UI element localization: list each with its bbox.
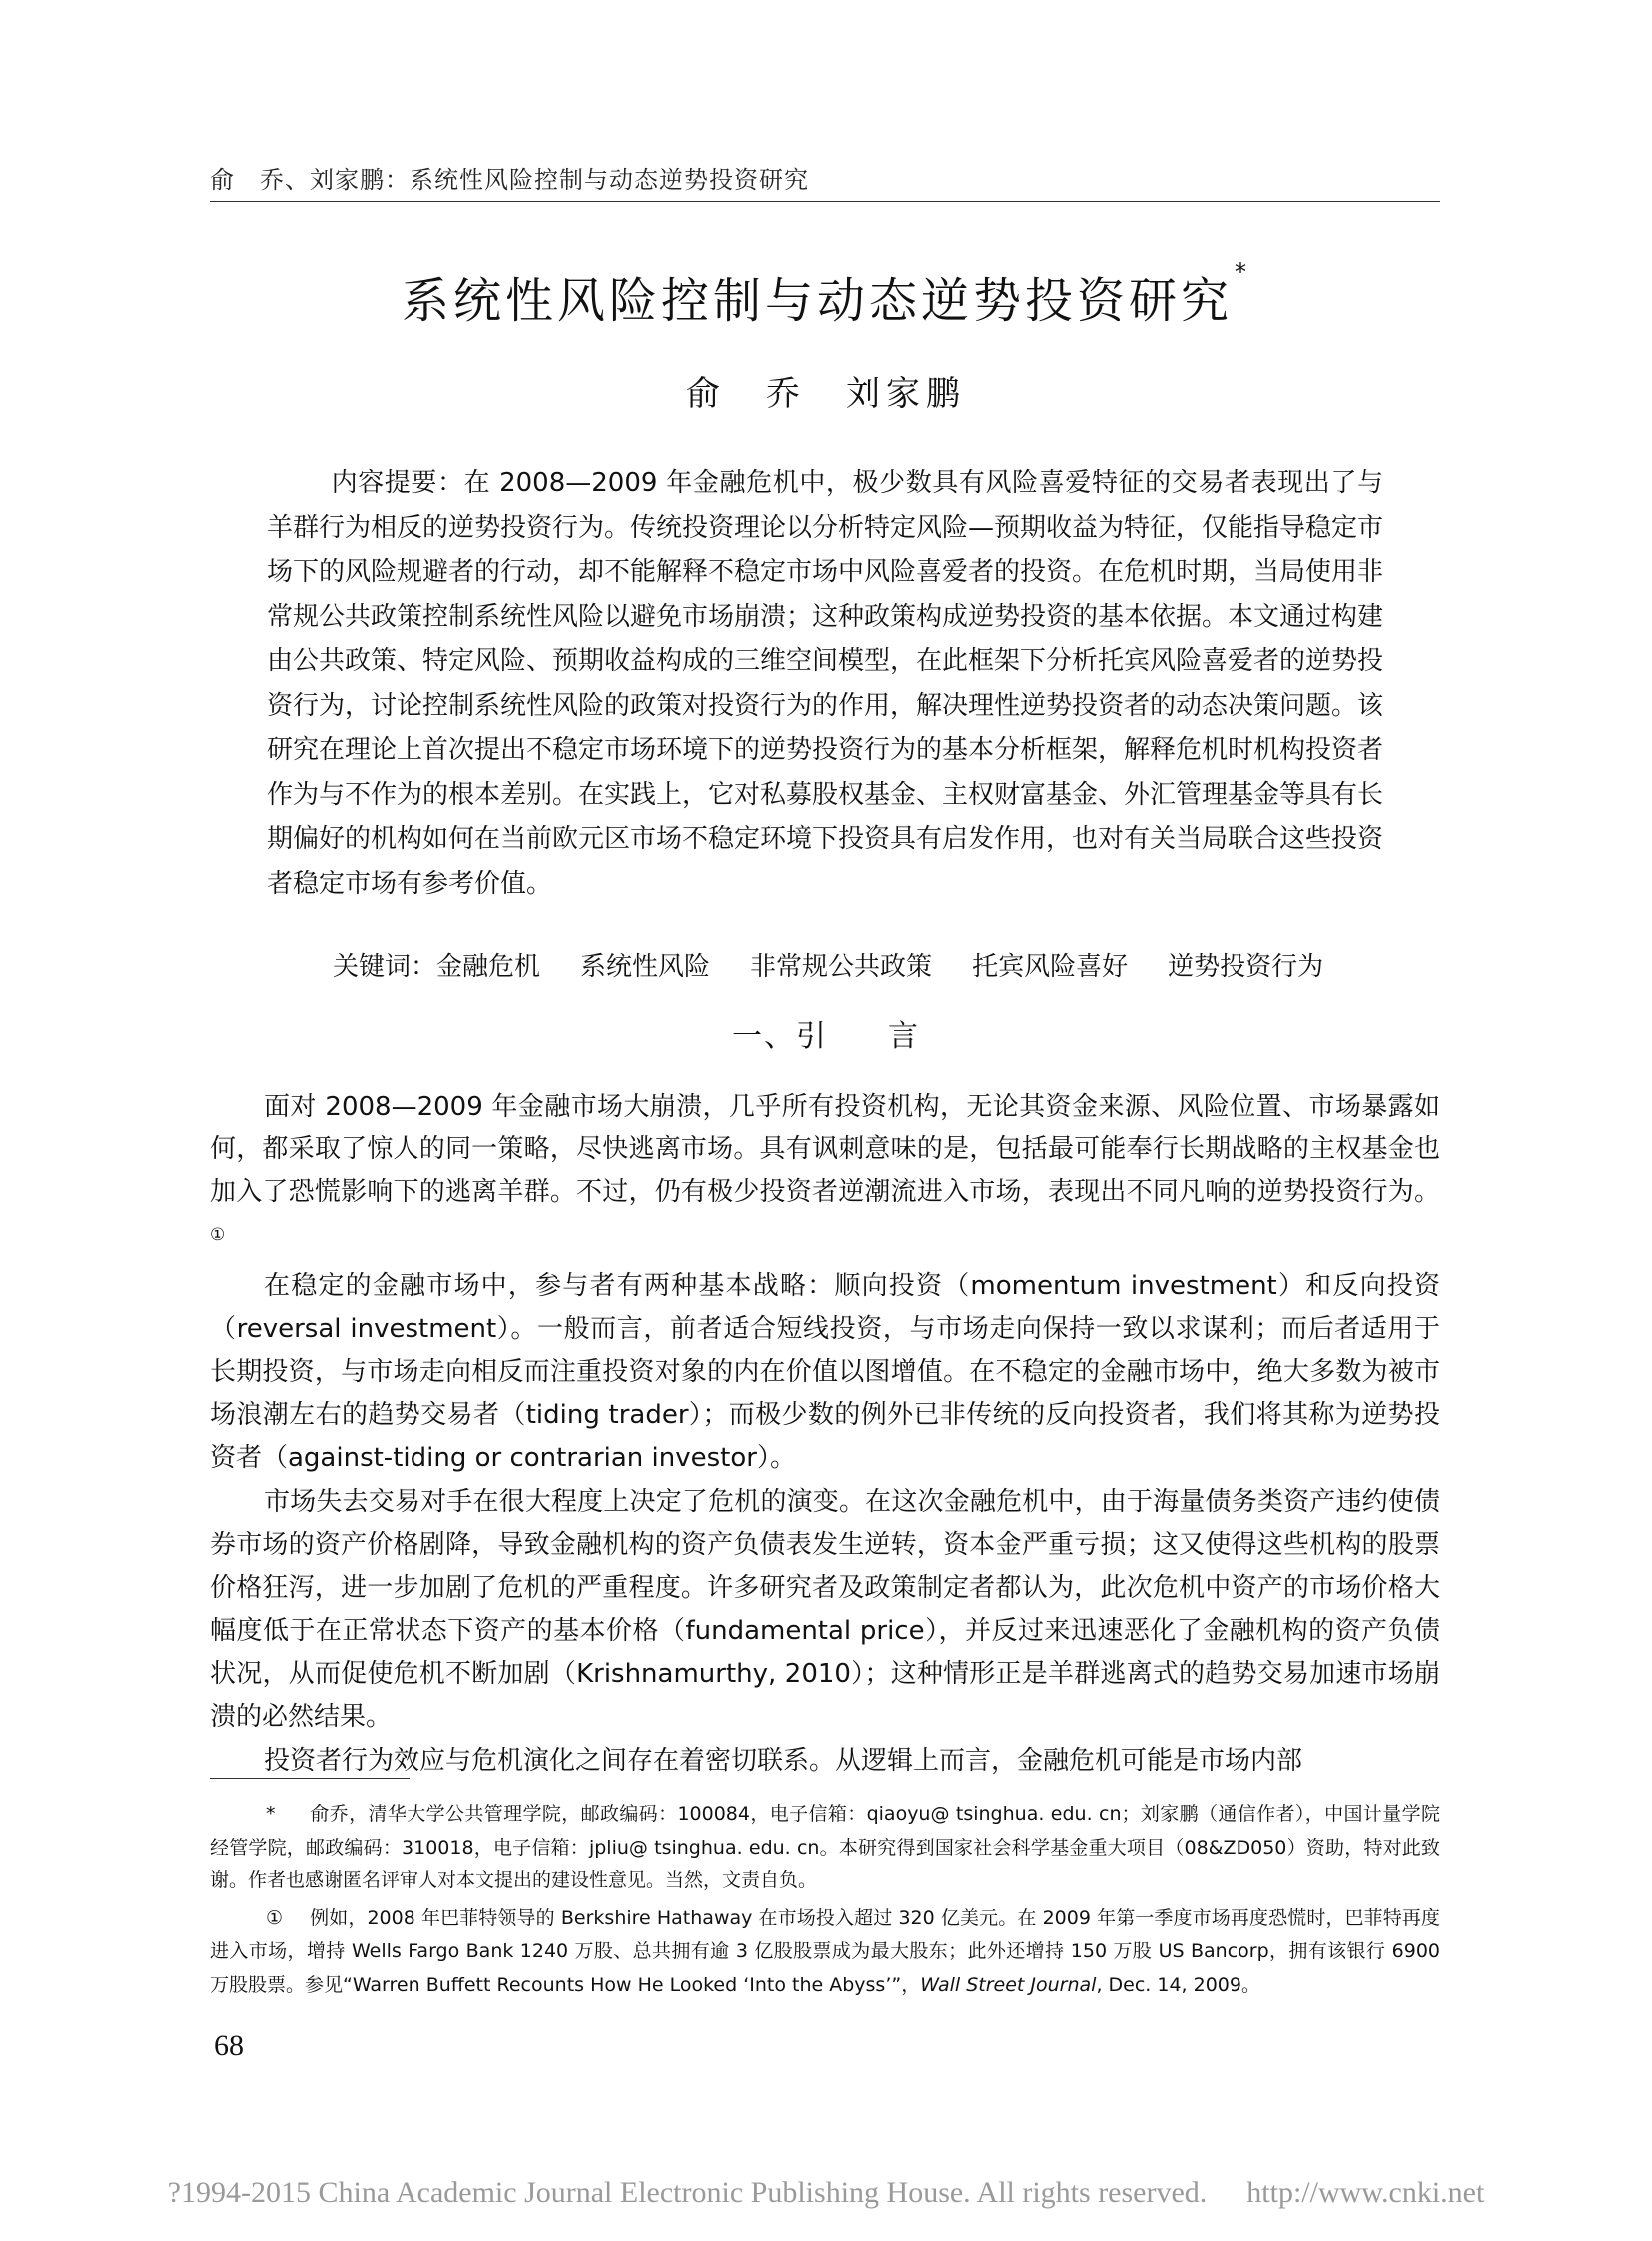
- footnote-journal: Wall Street Journal: [920, 1973, 1097, 1996]
- footnote-author-text: 俞乔，清华大学公共管理学院，邮政编码：100084，电子信箱：qiaoyu@ tsinghua. edu. cn；刘家鹏（通信作者），中国计量学院经管学院，邮政编码：310018，电子信箱：jpliu@ tsinghua. edu. cn。本研究得到国家社会科学基金重大项目（08&ZD050）资助，特对此致谢。作者也感谢匿名评审人对本文提出的建设性意见。当然，文责自负。: [210, 1803, 1440, 1891]
- keyword: 托宾风险喜好: [972, 952, 1129, 982]
- paragraph: [210, 1086, 1440, 1264]
- abstract-text: 内容提要：在 2008—2009 年金融危机中，极少数具有风险喜爱特征的交易者表现出了与羊群行为相反的逆势投资行为。传统投资理论以分析特定风险—预期收益为特征，仅能指导稳定市场下的风险规避者的行动，却不能解释不稳定市场中风险喜爱者的投资。在危机时期，当局使用非常规公共政策控制系统性风险以避免市场崩溃；这种政策构成逆势投资的基本依据。本文通过构建由公共政策、特定风险、预期收益构成的三维空间模型，在此框架下分析托宾风险喜爱者的逆势投资行为，讨论控制系统性风险的政策对投资行为的作用，解决理性逆势投资者的动态决策问题。该研究在理论上首次提出不稳定市场环境下的逆势投资行为的基本分析框架，解释危机时机构投资者作为与不作为的根本差别。在实践上，它对私募股权基金、主权财富基金、外汇管理基金等具有长期偏好的机构如何在当前欧元区市场不稳定环境下投资具有启发作用，也对有关当局联合这些投资者稳定市场有参考价值。: [267, 468, 1384, 899]
- section-heading-word: 言: [888, 1019, 920, 1054]
- article-title: [0, 258, 1652, 331]
- copyright-watermark: [0, 2176, 1652, 2210]
- footnote-author: [210, 1798, 1440, 1898]
- paragraph: 投资者行为效应与危机演化之间存在着密切联系。从逻辑上而言，金融危机可能是市场内部: [264, 1745, 1303, 1776]
- footnotes: [210, 1798, 1440, 2006]
- footnote-one-text: 例如，2008 年巴菲特领导的 Berkshire Hathaway 在市场投入超过 320 亿美元。在 2009 年第一季度市场再度恐慌时，巴菲特再度进入市场，增持 Wells Fargo Bank 1240 万股、总共拥有逾 3 亿股股票成为最大股东；此外还增持 150 万股 US Bancorp，拥有该银行 6900 万股股票。参见“Warren Buffett Recounts How He Looked ‘Into the Abyss’”，: [210, 1906, 1440, 1996]
- footnote-ref: ①: [210, 1225, 226, 1245]
- footnote-one-tail: , Dec. 14, 2009。: [1096, 1973, 1260, 1996]
- paragraph: 在稳定的金融市场中，参与者有两种基本战略：顺向投资（momentum investment）和反向投资（reversal investment）。一般而言，前者适合短线投资，与市场走向保持一致以求谋利；而后者适用于长期投资，与市场走向相反而注重投资对象的内在价值以图增值。在不稳定的金融市场中，绝大多数为被市场浪潮左右的趋势交易者（tiding trader）；而极少数的例外已非传统的反向投资者，我们将其称为逆势投资者（against-tiding or contrarian investor）。: [210, 1270, 1440, 1473]
- footnote-one-mark: ①: [266, 1906, 284, 1929]
- footnote-rule: [210, 1778, 410, 1779]
- keyword: 金融危机: [436, 952, 541, 982]
- article-title-text: 系统性风险控制与动态逆势投资研究: [401, 273, 1233, 329]
- section-heading-number: 一、引: [732, 1019, 828, 1054]
- copyright-text: ?1994-2015 China Academic Journal Electronic Publishing House. All rights reserved.: [167, 2176, 1208, 2209]
- title-footnote-mark: *: [1235, 258, 1250, 286]
- paragraph: 市场失去交易对手在很大程度上决定了危机的演变。在这次金融危机中，由于海量债务类资产违约使债券市场的资产价格剧降，导致金融机构的资产负债表发生逆转，资本金严重亏损；这又使得这些机构的股票价格狂泻，进一步加剧了危机的严重程度。许多研究者及政策制定者都认为，此次危机中资产的市场价格大幅度低于在正常状态下资产的基本价格（fundamental price），并反过来迅速恶化了金融机构的资产负债状况，从而促使危机不断加剧（Krishnamurthy, 2010）；这种情形正是羊群逃离式的趋势交易加速市场崩溃的必然结果。: [210, 1486, 1440, 1732]
- cnki-url: http://www.cnki.net: [1246, 2176, 1485, 2209]
- keyword: 系统性风险: [580, 952, 711, 982]
- author-list: 俞 乔 刘家鹏: [686, 374, 966, 414]
- body-text: [210, 1086, 1440, 1784]
- paragraph-text: 面对 2008—2009 年金融市场大崩溃，几乎所有投资机构，无论其资金来源、风险位置、市场暴露如何，都采取了惊人的同一策略，尽快逃离市场。具有讽刺意味的是，包括最可能奉行长期战略的主权基金也加入了恐慌影响下的逃离羊群。不过，仍有极少投资者逆潮流进入市场，表现出不同凡响的逆势投资行为。: [210, 1092, 1440, 1207]
- footnote-one: [210, 1902, 1440, 2003]
- page-number: 68: [214, 2029, 244, 2062]
- footnote-star-mark: *: [266, 1803, 276, 1825]
- keyword: 非常规公共政策: [750, 952, 933, 982]
- running-header: 俞 乔、刘家鹏：系统性风险控制与动态逆势投资研究: [210, 166, 809, 194]
- abstract: [267, 461, 1383, 906]
- section-heading: [0, 1011, 1652, 1055]
- header-rule: [210, 201, 1440, 202]
- keywords-label: 关键词：: [333, 952, 437, 982]
- keyword: 逆势投资行为: [1168, 952, 1324, 982]
- keywords: [333, 947, 1431, 987]
